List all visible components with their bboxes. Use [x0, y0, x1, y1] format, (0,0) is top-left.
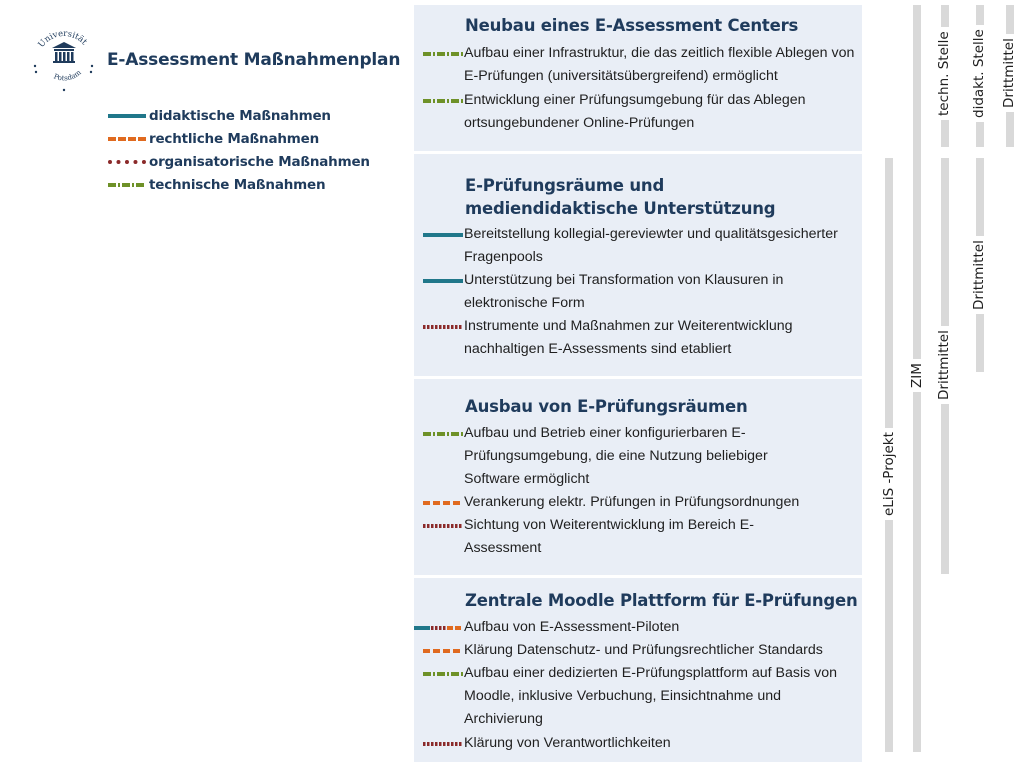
legend-label: organisatorische Maßnahmen: [149, 153, 370, 170]
measure-text: Klärung von Verantwortlichkeiten: [464, 735, 671, 751]
resource-label-drittmittel: Drittmittel: [1001, 34, 1017, 112]
measure-text: Entwicklung einer Prüfungsumgebung für das Ablegen ortsungebundener Online-Prüfungen: [464, 92, 806, 131]
stage-title: E-Prüfungsräume und mediendidaktische Unterstützung: [465, 176, 776, 218]
stage-title: Ausbau von E-Prüfungsräumen: [465, 397, 748, 416]
legend-item-organisatorisch: [108, 150, 370, 173]
legend-item-technisch: [108, 173, 370, 196]
legend-label: didaktische Maßnahmen: [149, 107, 331, 124]
legend-item-didaktisch: [108, 104, 370, 127]
resource-label-didakt-stelle: didakt. Stelle: [971, 25, 987, 122]
measure-line-rechtlich: [423, 649, 463, 653]
measure-line-rechtlich: [423, 501, 463, 505]
measure-line-didaktisch: [423, 233, 463, 237]
stage-title: Neubau eines E-Assessment Centers: [465, 16, 799, 35]
legend-label: technische Maßnahmen: [149, 176, 326, 193]
measure-line-organisatorisch: [423, 325, 463, 329]
legend-swatch-technisch: [108, 183, 146, 187]
measure-text: Aufbau und Betrieb einer konfigurierbaren E-Prüfungsumgebung, die eine Nutzung beliebiger Software ermöglicht: [464, 425, 768, 487]
legend-label: rechtliche Maßnahmen: [149, 130, 320, 147]
stage-neubau-center: [414, 5, 862, 151]
measure-line-organisatorisch: [423, 524, 463, 528]
legend: [108, 104, 370, 196]
resource-label-techn-stelle: techn. Stelle: [936, 27, 952, 120]
legend-swatch-rechtlich: [108, 137, 146, 141]
measure-line-mixed: [414, 626, 463, 630]
measure-text: Aufbau einer dedizierten E-Prüfungsplattform auf Basis von Moodle, inklusive Verbuchung, Einsichtnahme und Archivierung: [464, 665, 838, 727]
building-icon: [52, 42, 76, 63]
measure-line-didaktisch: [423, 279, 463, 283]
measure-text: Unterstützung bei Transformation von Klausuren in elektronische Form: [464, 272, 784, 311]
resource-label-elis: eLiS -Projekt: [881, 428, 897, 520]
stage-ausbau-pruefungsraeume: [414, 379, 862, 575]
measure-line-organisatorisch: [431, 626, 446, 630]
page-title: E-Assessment Maßnahmenplan: [107, 50, 401, 70]
measure-line-technisch: [423, 672, 463, 676]
resource-label-techn-drittmittel: Drittmittel: [936, 326, 952, 404]
logo-text-bottom: Potsdam: [52, 68, 83, 83]
measure-text: Verankerung elektr. Prüfungen in Prüfungsordnungen: [464, 494, 800, 510]
measure-text: Aufbau einer Infrastruktur, die das zeitlich flexible Ablegen von E-Prüfungen (universitätsübergreifend) ermöglicht: [464, 45, 855, 84]
logo-text-top: Universität: [36, 28, 89, 50]
legend-swatch-organisatorisch: [108, 160, 146, 164]
measure-text: Instrumente und Maßnahmen zur Weiterentwicklung nachhaltigen E-Assessments sind etabliert: [464, 318, 793, 357]
measure-line-organisatorisch: [423, 742, 463, 746]
resource-label-didakt-drittmittel: Drittmittel: [971, 236, 987, 314]
stage-moodle-plattform: [414, 578, 862, 762]
university-logo: [30, 26, 98, 92]
stage-pruefungsraeume-unterstuetzung: [414, 154, 862, 376]
legend-swatch-didaktisch: [108, 114, 146, 118]
measure-line-rechtlich: [447, 626, 463, 630]
resource-label-zim: ZIM: [909, 359, 925, 392]
measure-text: Klärung Datenschutz- und Prüfungsrechtlicher Standards: [464, 642, 823, 658]
svg-text:Potsdam: [53, 68, 83, 82]
stage-title: Zentrale Moodle Plattform für E-Prüfungen: [465, 591, 858, 610]
legend-item-rechtlich: [108, 127, 370, 150]
measure-line-technisch: [423, 99, 463, 103]
measure-line-technisch: [423, 52, 463, 56]
measure-line-technisch: [423, 432, 463, 436]
measure-text: Sichtung von Weiterentwicklung im Bereich E-Assessment: [464, 517, 754, 556]
measure-text: Aufbau von E-Assessment-Piloten: [464, 619, 680, 635]
measure-text: Bereitstellung kollegial-gereviewter und qualitätsgesicherter Fragenpools: [464, 226, 838, 265]
